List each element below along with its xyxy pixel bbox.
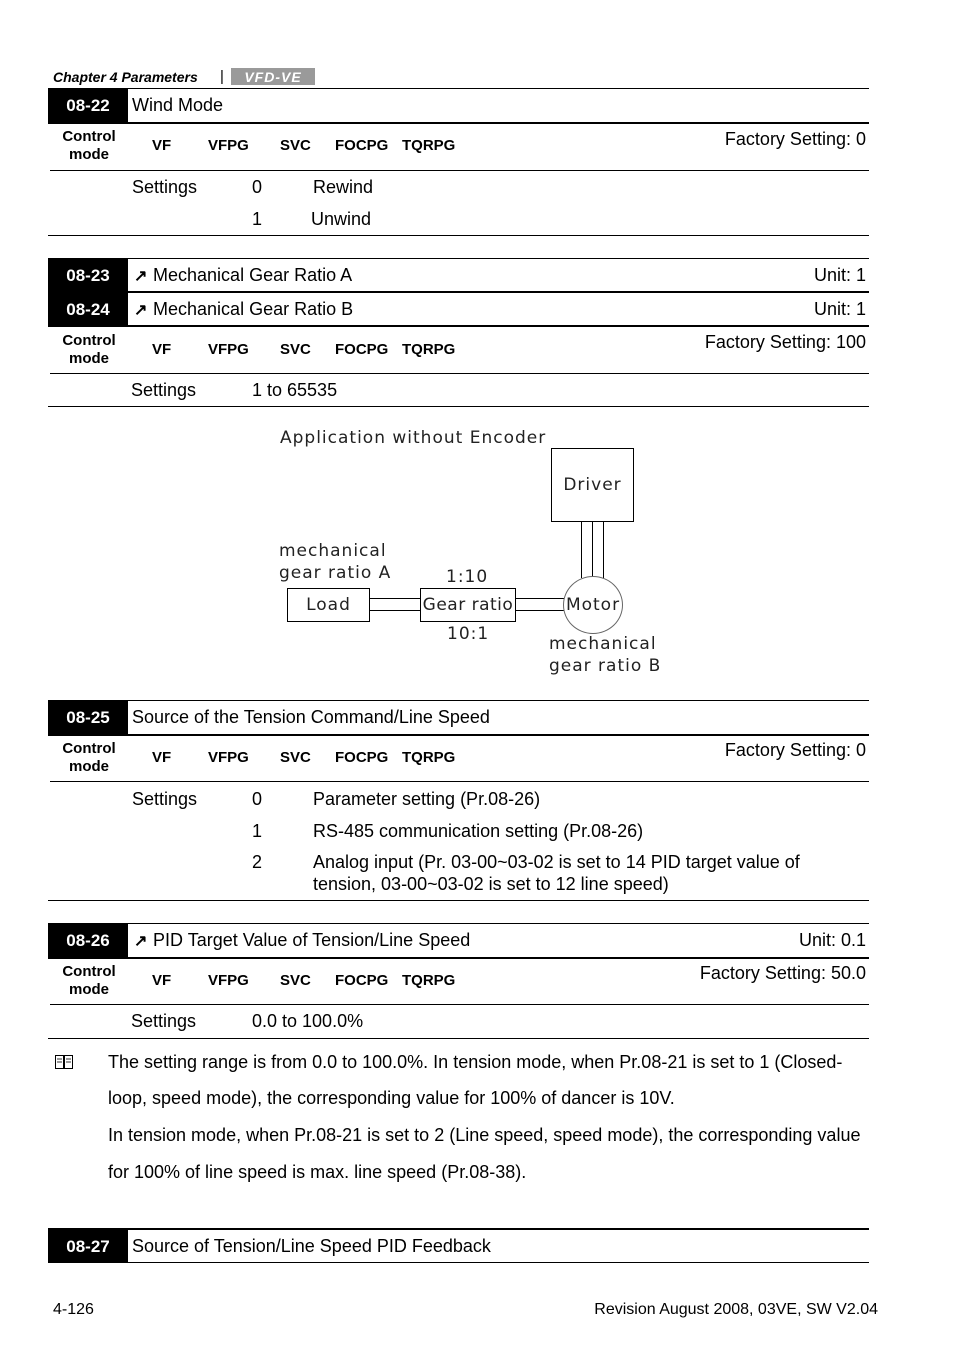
wire xyxy=(603,522,604,578)
mode-focpg: FOCPG xyxy=(335,972,389,989)
control-label: Control xyxy=(62,740,116,757)
factory-setting-08-26: Factory Setting: 50.0 xyxy=(699,963,866,983)
param-code-08-25: 08-25 xyxy=(48,701,128,734)
motor-circle xyxy=(563,576,623,634)
control-mode-label xyxy=(54,740,124,776)
brand-logo xyxy=(231,68,315,85)
mode-vf: VF xyxy=(152,749,172,766)
mode-tqrpg: TQRPG xyxy=(402,749,456,766)
note-line-2: loop, speed mode), the corresponding value for 100% of dancer is 10V. xyxy=(108,1088,675,1108)
rule xyxy=(48,122,869,124)
load-box xyxy=(287,588,370,622)
option-desc-cont: tension, 03-00~03-02 is set to 12 line speed) xyxy=(313,874,669,894)
option-value: 0 xyxy=(252,177,263,197)
mode-vfpg: VFPG xyxy=(208,749,249,766)
mech-ratio-b-line2: gear ratio B xyxy=(549,656,662,676)
note-book-icon xyxy=(55,1055,73,1069)
rule xyxy=(48,406,869,407)
mode-vfpg: VFPG xyxy=(208,341,249,358)
note-line-3: In tension mode, when Pr.08-21 is set to 2 (Line speed, speed mode), the corresponding value xyxy=(108,1125,861,1145)
mode-focpg: FOCPG xyxy=(335,341,389,358)
param-title-08-25: Source of the Tension Command/Line Speed xyxy=(132,707,490,727)
factory-setting-08-24: Factory Setting: 100 xyxy=(704,332,866,352)
mode-svc: SVC xyxy=(280,749,311,766)
control-label: Control xyxy=(62,128,116,145)
mech-ratio-b-line1: mechanical xyxy=(549,634,657,654)
ratio-top-label: 1:10 xyxy=(446,567,489,587)
load-label: Load xyxy=(306,595,351,615)
mode-vf: VF xyxy=(152,341,172,358)
mode-tqrpg: TQRPG xyxy=(402,137,456,154)
option-desc: RS-485 communication setting (Pr.08-26) xyxy=(313,821,644,841)
factory-setting-08-22: Factory Setting: 0 xyxy=(724,129,866,149)
setting-range-08-26: 0.0 to 100.0% xyxy=(252,1011,364,1031)
unit-08-23: Unit: 1 xyxy=(813,265,866,285)
mode-vfpg: VFPG xyxy=(208,972,249,989)
rule xyxy=(48,923,869,924)
param-title-08-26-text: PID Target Value of Tension/Line Speed xyxy=(153,930,471,950)
control-label: Control xyxy=(62,332,116,349)
write-during-run-icon: ↗ xyxy=(134,302,148,319)
param-title-08-26 xyxy=(134,930,470,951)
rule xyxy=(48,258,869,259)
mode-label: mode xyxy=(68,758,109,775)
unit-08-26: Unit: 0.1 xyxy=(798,930,866,950)
mech-ratio-a-line1: mechanical xyxy=(279,541,387,561)
write-during-run-icon: ↗ xyxy=(134,268,148,285)
rule xyxy=(48,1262,869,1263)
page-number: 4-126 xyxy=(53,1301,94,1318)
control-mode-label xyxy=(54,963,124,999)
param-code-08-27: 08-27 xyxy=(48,1230,128,1263)
mode-tqrpg: TQRPG xyxy=(402,341,456,358)
param-code-08-24: 08-24 xyxy=(48,293,128,326)
rule xyxy=(50,373,869,374)
rule xyxy=(48,734,869,736)
param-title-08-27: Source of Tension/Line Speed PID Feedback xyxy=(132,1236,491,1256)
param-code-08-23: 08-23 xyxy=(48,259,128,292)
param-title-08-23-text: Mechanical Gear Ratio A xyxy=(153,265,353,285)
settings-label: Settings xyxy=(131,380,197,400)
write-during-run-icon: ↗ xyxy=(134,933,148,950)
mode-vf: VF xyxy=(152,137,172,154)
factory-setting-08-25: Factory Setting: 0 xyxy=(724,740,866,760)
wire xyxy=(581,522,582,578)
mode-label: mode xyxy=(68,350,109,367)
param-title-08-24 xyxy=(134,299,353,320)
rule xyxy=(48,900,869,901)
note-line-4: for 100% of line speed is max. line speed (Pr.08-38). xyxy=(108,1162,527,1182)
control-label: Control xyxy=(62,963,116,980)
driver-box xyxy=(551,448,634,522)
setting-range-08-24: 1 to 65535 xyxy=(252,380,338,400)
gear-ratio-label: Gear ratio xyxy=(422,595,514,615)
option-value: 1 xyxy=(252,821,263,841)
settings-label: Settings xyxy=(132,177,198,197)
option-desc: Parameter setting (Pr.08-26) xyxy=(313,789,541,809)
rule xyxy=(50,1004,869,1005)
diagram-title: Application without Encoder xyxy=(280,428,547,448)
option-desc: Analog input (Pr. 03-00~03-02 is set to 14 PID target value of xyxy=(313,852,800,872)
option-desc: Rewind xyxy=(313,177,374,197)
mode-vfpg: VFPG xyxy=(208,137,249,154)
shaft xyxy=(515,598,565,599)
param-title-08-23 xyxy=(134,265,352,286)
mode-label: mode xyxy=(68,146,109,163)
rule xyxy=(48,1228,869,1230)
param-code-08-22: 08-22 xyxy=(48,89,128,122)
mode-vf: VF xyxy=(152,972,172,989)
chapter-title: Chapter 4 Parameters xyxy=(53,69,198,85)
mode-svc: SVC xyxy=(280,137,311,154)
mode-svc: SVC xyxy=(280,341,311,358)
rule xyxy=(48,957,869,959)
revision-text: Revision August 2008, 03VE, SW V2.04 xyxy=(594,1301,878,1318)
rule xyxy=(50,781,869,782)
shaft xyxy=(369,610,421,611)
option-desc: Unwind xyxy=(311,209,372,229)
control-mode-label xyxy=(54,128,124,164)
rule xyxy=(48,291,869,293)
option-value: 0 xyxy=(252,789,263,809)
logo-text: VFD-VE xyxy=(244,68,302,85)
rule xyxy=(48,700,869,701)
param-title-08-22: Wind Mode xyxy=(132,95,224,115)
param-title-08-24-text: Mechanical Gear Ratio B xyxy=(153,299,354,319)
motor-label: Motor xyxy=(565,595,621,615)
control-mode-label xyxy=(54,332,124,368)
mode-label: mode xyxy=(68,981,109,998)
mode-tqrpg: TQRPG xyxy=(402,972,456,989)
settings-label: Settings xyxy=(131,1011,197,1031)
gear-ratio-box xyxy=(420,588,516,622)
mech-ratio-a-line2: gear ratio A xyxy=(279,563,392,583)
option-value: 1 xyxy=(252,209,263,229)
unit-08-24: Unit: 1 xyxy=(813,299,866,319)
rule xyxy=(48,235,869,236)
settings-label: Settings xyxy=(132,789,198,809)
ratio-bottom-label: 10:1 xyxy=(447,624,490,644)
note-line-1: The setting range is from 0.0 to 100.0%. In tension mode, when Pr.08-21 is set to 1 (Closed- xyxy=(108,1052,843,1072)
rule xyxy=(50,170,869,171)
mode-focpg: FOCPG xyxy=(335,137,389,154)
wire xyxy=(592,522,593,578)
driver-label: Driver xyxy=(563,475,622,495)
shaft xyxy=(515,610,565,611)
option-value: 2 xyxy=(252,852,263,872)
shaft xyxy=(369,598,421,599)
rule xyxy=(48,1038,869,1039)
rule xyxy=(48,325,869,327)
header-separator: | xyxy=(220,68,224,85)
rule xyxy=(48,88,869,89)
mode-svc: SVC xyxy=(280,972,311,989)
param-code-08-26: 08-26 xyxy=(48,924,128,957)
mode-focpg: FOCPG xyxy=(335,749,389,766)
